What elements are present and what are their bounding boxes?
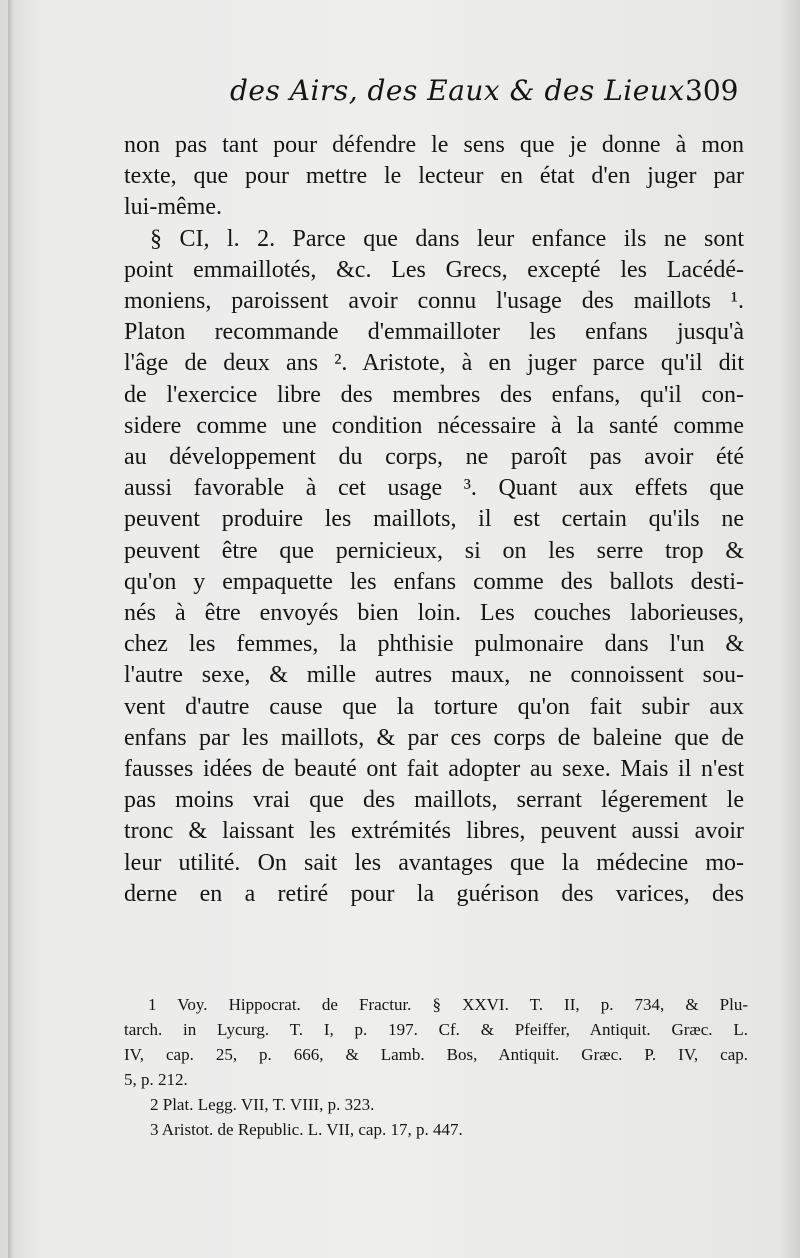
text-line: enfans par les maillots, & par ces corps de baleine que de [124,724,744,751]
text-line: sidere comme une condition nécessaire à la santé comme [124,412,744,439]
body-text [124,130,744,910]
page-spine-shadow [8,0,14,1258]
text-line: l'âge de deux ans ². Aristote, à en juger parce qu'il dit [124,350,744,377]
text-line: point emmaillotés, &c. Les Grecs, excepté les Lacédé- [124,256,744,283]
footnote-line: 1 Voy. Hippocrat. de Fractur. § XXVI. T. II, p. 734, & Plu- [148,995,748,1014]
text-line: l'autre sexe, & mille autres maux, ne connoissent sou- [124,662,744,689]
footnote-line: tarch. in Lycurg. T. I, p. 197. Cf. & Pfeiffer, Antiquit. Græc. L. [124,1020,748,1039]
text-line: de l'exercice libre des membres des enfans, qu'il con- [124,381,744,408]
text-line: tronc & laissant les extrémités libres, peuvent aussi avoir [124,818,744,845]
text-line: Platon recommande d'emmailloter les enfans jusqu'à [124,319,744,346]
footnote-line: 2 Plat. Legg. VII, T. VIII, p. 323. [150,1095,375,1114]
text-line: chez les femmes, la phthisie pulmonaire dans l'un & [124,631,744,658]
footnote-line: 3 Aristot. de Republic. L. VII, cap. 17, p. 447. [150,1120,463,1139]
text-line: texte, que pour mettre le lecteur en état d'en juger par [124,163,744,190]
page-header [230,74,770,114]
text-line: peuvent produire les maillots, il est certain qu'ils ne [124,506,744,533]
text-line: au développement du corps, ne paroît pas avoir été [124,444,744,471]
text-line: derne en a retiré pour la guérison des varices, des [124,880,744,907]
text-line: non pas tant pour défendre le sens que je donne à mon [124,132,744,158]
text-line: leur utilité. On sait les avantages que la médecine mo- [124,849,744,876]
footnote-line: 5, p. 212. [124,1070,188,1089]
text-line: pas moins vrai que des maillots, serrant légerement le [124,787,744,814]
footnotes [124,992,748,1142]
page-number: 309 [685,74,739,107]
text-line: vent d'autre cause que la torture qu'on fait subir aux [124,693,744,720]
text-line: qu'on y empaquette les enfans comme des ballots desti- [124,568,744,595]
text-line: peuvent être que pernicieux, si on les serre trop & [124,537,744,564]
text-line: moniens, paroissent avoir connu l'usage des maillots ¹. [124,288,744,315]
running-title: des Airs, des Eaux & des Lieux. [230,74,695,107]
text-line: nés à être envoyés bien loin. Les couches laborieuses, [124,600,744,627]
footnote-line: IV, cap. 25, p. 666, & Lamb. Bos, Antiquit. Græc. P. IV, cap. [124,1045,748,1064]
text-line: aussi favorable à cet usage ³. Quant aux effets que [124,475,744,502]
text-line: lui-même. [124,194,222,221]
text-line: fausses idées de beauté ont fait adopter au sexe. Mais il n'est [124,756,744,783]
text-line: § CI, l. 2. Parce que dans leur enfance ils ne sont [150,225,744,252]
